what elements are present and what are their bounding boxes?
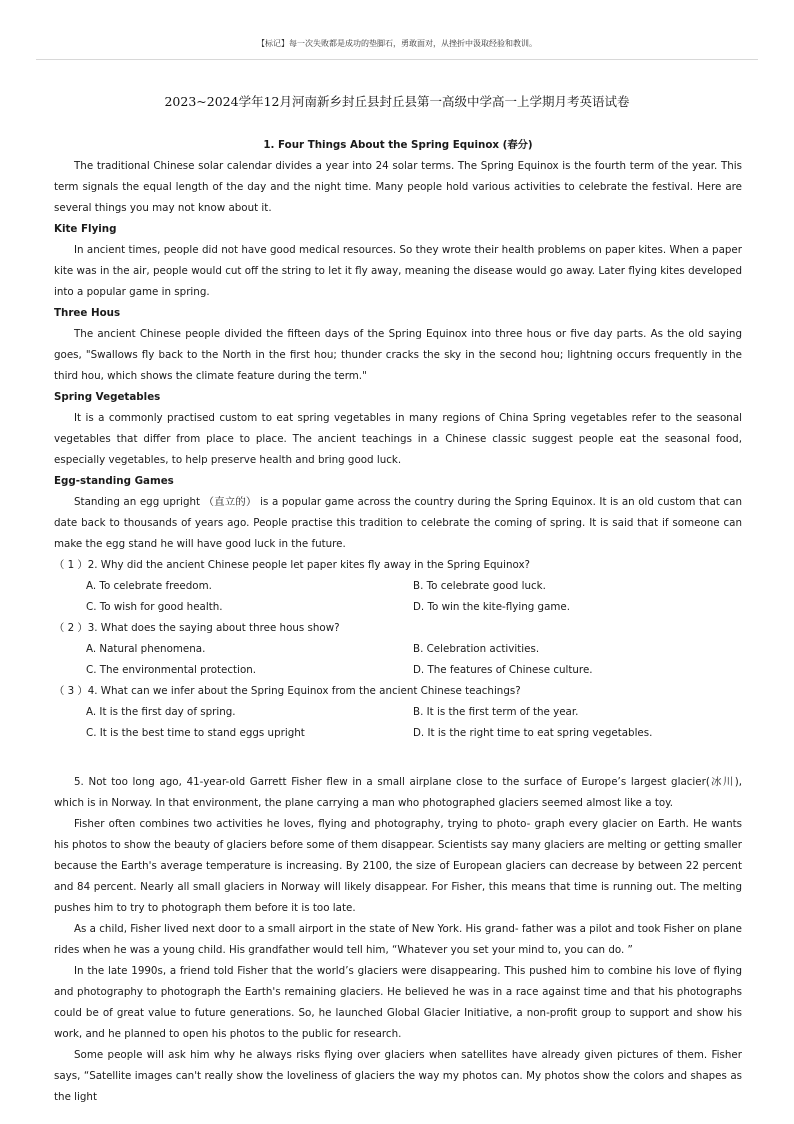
answer-options [54,576,742,618]
section-text-egg: Standing an egg upright （直立的） is a popular game across the country during the Spring Equinox. It is an old custom that can date back to thousands of years ago. People practise this tradition to celebrate the coming of spring. It is said that if someone can make the egg stand he will have good luck in the future. [54,496,742,550]
section-heading-egg: Egg-standing Games [54,475,174,487]
question-stem: （ 3 ）4. What can we infer about the Spring Equinox from the ancient Chinese teachings? [54,685,521,697]
answer-option[interactable]: B. To celebrate good luck. [413,580,546,592]
answer-option[interactable]: A. To celebrate freedom. [86,580,212,592]
answer-option[interactable]: D. It is the right time to eat spring vegetables. [413,727,653,739]
exam-content [54,135,742,1108]
header-divider [36,59,758,60]
section-text-hous: The ancient Chinese people divided the fifteen days of the Spring Equinox into three hous or five day parts. As the old saying goes, "Swallows fly back to the North in the first hou; thunder cracks the sky in the second hou; lightning occurs frequently in the third hou, which shows the climate feature during the term." [54,328,742,382]
passage-intro: The traditional Chinese solar calendar divides a year into 24 solar terms. The Spring Equinox is the fourth term of the year. This term signals the equal length of the day and the night time. Many people hold various activities to celebrate the festival. Here are several things you may not know about it. [54,160,742,214]
passage2-paragraph: In the late 1990s, a friend told Fisher that the world’s glaciers were disappearing. This pushed him to combine his love of flying and photography to photograph the Earth's remaining glaciers. He believed he was in a race against time and that his photographs could be of great value to future generations. So, he launched Global Glacier Initiative, a non-profit group to support and show his work, and he planned to open his photos to the public for research. [54,965,742,1040]
passage2-paragraph: Some people will ask him why he always risks flying over glaciers when satellites have already given pictures of them. Fisher says, “Satellite images can't really show the loveliness of glaciers the way my photos can. My photos show the colors and shapes as the light [54,1049,742,1103]
section-heading-hous: Three Hous [54,307,121,319]
answer-option[interactable]: D. The features of Chinese culture. [413,664,593,676]
answer-options [54,702,742,744]
section-heading-kite: Kite Flying [54,223,117,235]
answer-option[interactable]: D. To win the kite-flying game. [413,601,571,613]
answer-option[interactable]: C. To wish for good health. [86,601,223,613]
passage-title: 1. Four Things About the Spring Equinox (春分) [263,139,533,151]
answer-option[interactable]: B. It is the first term of the year. [413,706,579,718]
passage2-paragraph: 5. Not too long ago, 41-year-old Garrett Fisher flew in a small airplane close to the surface of Europe’s largest glacier(冰川), which is in Norway. In that environment, the plane carrying a man who photographed glaciers seemed almost like a toy. [54,776,742,809]
answer-option[interactable]: A. Natural phenomena. [86,643,206,655]
answer-options [54,639,742,681]
section-text-vegetables: It is a commonly practised custom to eat spring vegetables in many regions of China Spring vegetables refer to the seasonal vegetables that differ from place to place. The ancient teachings in a Chinese classic suggest people eat the seasonal food, especially vegetables, to help preserve health and bring good luck. [54,412,742,466]
section-text-kite: In ancient times, people did not have good medical resources. So they wrote their health problems on paper kites. When a paper kite was in the air, people would cut off the string to let it fly away, meaning the disease would go away. Later flying kites developed into a popular game in spring. [54,244,742,298]
question-stem: （ 1 ）2. Why did the ancient Chinese people let paper kites fly away in the Spring Equinox? [54,559,531,571]
exam-title: 2023~2024学年12月河南新乡封丘县封丘县第一高级中学高一上学期月考英语试卷 [164,94,630,109]
section-heading-vegetables: Spring Vegetables [54,391,161,403]
passage2-paragraph: Fisher often combines two activities he loves, flying and photography, trying to photo- graph every glacier on Earth. He wants his photos to show the beauty of glaciers before some of them disappear. Scientists say many glaciers are melting or getting smaller because the Earth's average temperature is increasing. By 2100, the size of European glaciers can decrease by between 22 percent and 84 percent. Nearly all small glaciers in Norway will likely disappear. For Fisher, this means that time is running out. The melting pushes him to try to photograph them before it is too late. [54,818,742,914]
section-spacer [54,744,742,772]
question-stem: （ 2 ）3. What does the saying about three hous show? [54,622,340,634]
header-note: 【标记】每一次失败都是成功的垫脚石，勇敢面对，从挫折中汲取经验和教训。 [257,39,537,48]
answer-option[interactable]: C. The environmental protection. [86,664,257,676]
passage2-paragraph: As a child, Fisher lived next door to a small airport in the state of New York. His grand- father was a pilot and took Fisher on plane rides when he was a young child. His grandfather would tell him, “Whatever you set your mind to, you can do. ” [54,923,742,956]
answer-option[interactable]: B. Celebration activities. [413,643,540,655]
answer-option[interactable]: C. It is the best time to stand eggs upright [86,727,305,739]
answer-option[interactable]: A. It is the first day of spring. [86,706,236,718]
